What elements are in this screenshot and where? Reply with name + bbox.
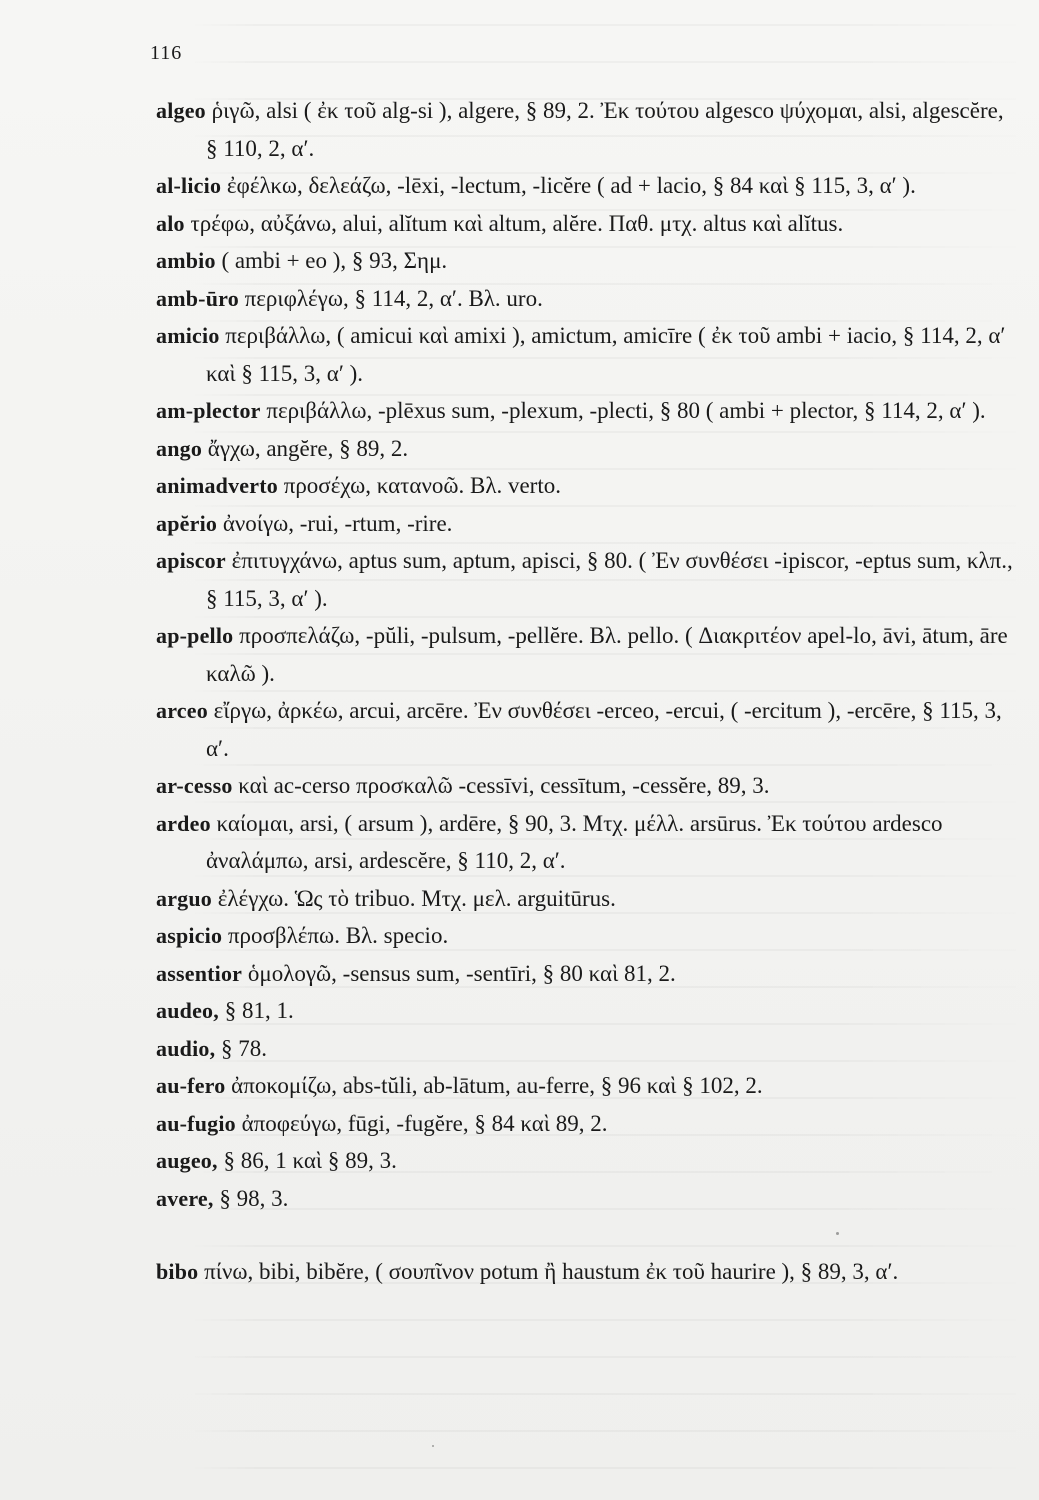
entry-animadverto	[156, 467, 1016, 505]
entry-avere	[156, 1180, 1016, 1218]
entry-arceo	[156, 692, 1016, 767]
entry-audeo	[156, 992, 1016, 1030]
entry-lemma: apiscor	[156, 548, 226, 573]
entry-lemma: ap-pello	[156, 623, 234, 648]
entry-text: εἴργω, ἀρκέω, arcui, arcēre. Ἐν συνθέσει -erceo, -ercui, ( -ercitum ), -ercēre, § 115, 3, α′.	[206, 698, 1008, 761]
entry-ardeo	[156, 805, 1016, 880]
entry-text: § 78.	[221, 1035, 268, 1061]
entry-text: προσπελάζω, -pŭli, -pulsum, -pellĕre. Βλ. pello. ( Διακριτέον apel-lo, āvi, ātum, āre καλῶ ).	[206, 623, 1014, 686]
entry-ambio	[156, 242, 1016, 280]
entry-au-fugio	[156, 1105, 1016, 1143]
entry-ango	[156, 430, 1016, 468]
entry-lemma: au-fero	[156, 1073, 226, 1098]
entry-augeo	[156, 1142, 1016, 1180]
entry-text: πίνω, bibi, bibĕre, ( σουπῖνον potum ἢ haustum ἐκ τοῦ haurire ), § 89, 3, α′.	[204, 1259, 899, 1284]
entry-lemma: augeo,	[156, 1148, 218, 1173]
entry-text: ὁμολογῶ, -sensus sum, -sentīri, § 80 καὶ 81, 2.	[247, 960, 676, 986]
entry-text: ἀποφεύγω, fūgi, -fugĕre, § 84 καὶ 89, 2.	[241, 1110, 608, 1136]
entry-text: προσβλέπω. Βλ. specio.	[227, 923, 449, 948]
entry-text: § 86, 1 καὶ § 89, 3.	[223, 1148, 397, 1173]
entry-lemma: am-plector	[156, 398, 261, 423]
entry-text: § 98, 3.	[219, 1185, 289, 1211]
entry-lemma: animadverto	[156, 473, 278, 498]
entry-lemma: ambio	[156, 248, 216, 273]
print-speck	[432, 1445, 434, 1447]
entry-lemma: au-fugio	[156, 1110, 236, 1136]
entry-text: προσέχω, κατανοῶ. Βλ. verto.	[283, 473, 561, 498]
entry-lemma: amb-ūro	[156, 285, 239, 311]
entry-lemma: ardeo	[156, 810, 211, 836]
entry-text: περιβάλλω, ( amicui καὶ amixi ), amictum, amicīre ( ἐκ τοῦ ambi + iacio, § 114, 2, α′ καὶ § 115, 3, α′ ).	[206, 323, 1012, 386]
entry-aspicio	[156, 917, 1016, 955]
entry-assentior	[156, 955, 1016, 993]
entry-text: ῥιγῶ, alsi ( ἐκ τοῦ alg-si ), algere, § 89, 2. Ἐκ τούτου algesco ψύχομαι, alsi, algescĕre, § 110, 2, α′.	[206, 98, 1010, 161]
entry-ap-pello	[156, 617, 1016, 692]
entry-al-licio	[156, 167, 1016, 205]
entry-text: περιβάλλω, -plēxus sum, -plexum, -plecti, § 80 ( ambi + plector, § 114, 2, α′ ).	[266, 398, 986, 423]
entry-lemma: assentior	[156, 960, 243, 986]
entry-text: ἀνοίγω, -rui, -rtum, -rire.	[222, 510, 453, 536]
entry-lemma: bibo	[156, 1259, 199, 1284]
entry-lemma: ango	[156, 435, 203, 461]
entry-lemma: avere,	[156, 1185, 214, 1211]
entry-text: ἄγχω, angĕre, § 89, 2.	[207, 435, 409, 461]
entry-amicio	[156, 317, 1016, 392]
entry-bibo	[156, 1253, 1016, 1291]
entry-au-fero	[156, 1067, 1016, 1105]
entry-alo	[156, 205, 1016, 243]
entry-text: ἐπιτυγχάνω, aptus sum, aptum, apisci, § 80. ( Ἐν συνθέσει -ipiscor, -eptus sum, κλπ., § 115, 3, α′ ).	[206, 548, 1019, 611]
entry-text: ἐλέγχω. Ὡς τὸ tribuo. Μτχ. μελ. arguitūrus.	[217, 885, 616, 911]
entry-lemma: audeo,	[156, 998, 219, 1023]
entry-text: καὶ ac-cerso προσκαλῶ -cessīvi, cessītum, -cessĕre, 89, 3.	[238, 773, 770, 798]
entry-lemma: apĕrio	[156, 510, 218, 536]
entry-text: ἐφέλκω, δελεάζω, -lēxi, -lectum, -licĕre ( ad + lacio, § 84 καὶ § 115, 3, α′ ).	[226, 173, 916, 198]
entry-am-plector	[156, 392, 1016, 430]
entry-amb-uro	[156, 280, 1016, 318]
entry-lemma: arguo	[156, 885, 212, 911]
entry-lemma: arceo	[156, 698, 208, 723]
print-speck	[836, 1232, 839, 1235]
entry-text: ἀποκομίζω, abs-tŭli, ab-lātum, au-ferre, § 96 καὶ § 102, 2.	[231, 1073, 763, 1098]
entry-text: § 81, 1.	[224, 998, 294, 1023]
entry-lemma: alo	[156, 210, 185, 236]
entry-apiscor	[156, 542, 1019, 617]
entry-ar-cesso	[156, 767, 1016, 805]
page-number: 116	[150, 42, 183, 64]
entry-lemma: al-licio	[156, 173, 222, 198]
entry-list	[156, 92, 1019, 1291]
entry-text: ( ambi + eo ), § 93, Σημ.	[221, 248, 448, 273]
entry-text: περιφλέγω, § 114, 2, α′. Βλ. uro.	[244, 285, 543, 311]
entry-lemma: amicio	[156, 323, 220, 348]
entry-aperio	[156, 505, 1016, 543]
entry-lemma: algeo	[156, 98, 206, 123]
entry-text: καίομαι, arsi, ( arsum ), ardēre, § 90, 3. Μτχ. μέλλ. arsūrus. Ἐκ τούτου ardesco ἀναλάμπω, arsi, ardescĕre, § 110, 2, α′.	[206, 810, 949, 873]
entry-audio	[156, 1030, 1016, 1068]
entry-lemma: ar-cesso	[156, 773, 233, 798]
entry-text: τρέφω, αὐξάνω, alui, alĭtum καὶ altum, alĕre. Παθ. μτχ. altus καὶ alĭtus.	[190, 210, 844, 236]
entry-algeo	[156, 92, 1016, 167]
entry-arguo	[156, 880, 1016, 918]
entry-lemma: audio,	[156, 1035, 216, 1061]
entry-lemma: aspicio	[156, 923, 223, 948]
